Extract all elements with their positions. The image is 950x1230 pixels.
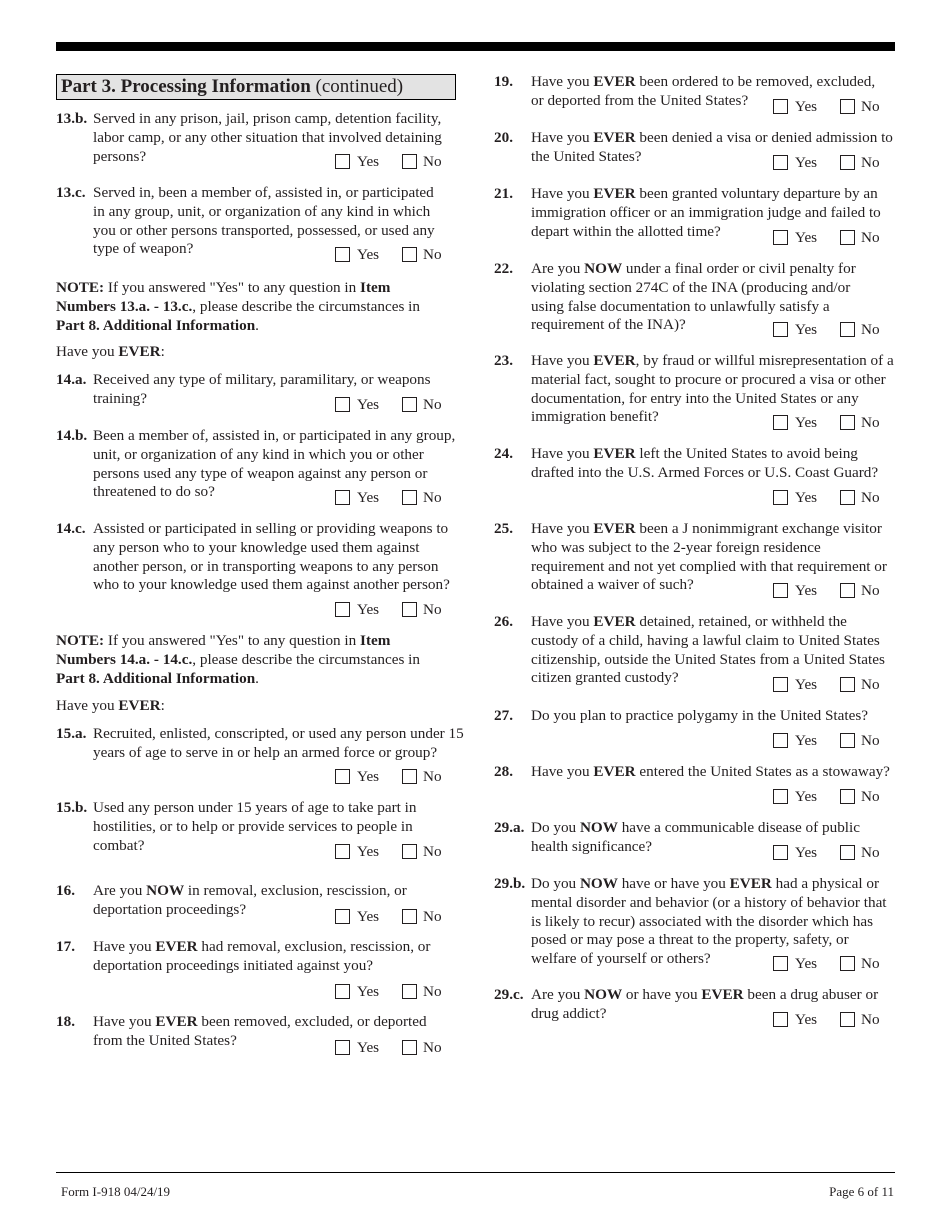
question-number: 14.a.: [56, 371, 87, 388]
text-pre: Are you: [531, 260, 585, 277]
no-label: No: [861, 98, 880, 115]
checkbox-29a-no[interactable]: [840, 845, 855, 860]
question-text: Served in any prison, jail, prison camp, detention facility, labor camp, or any other situation that involved detaining persons?: [93, 110, 442, 165]
no-label: No: [423, 489, 442, 506]
no-label: No: [423, 1039, 442, 1056]
checkbox-17-yes[interactable]: [335, 984, 350, 999]
question-text: Do you plan to practice polygamy in the United States?: [531, 707, 868, 724]
checkbox-29c-no[interactable]: [840, 1012, 855, 1027]
checkbox-19-yes[interactable]: [773, 99, 788, 114]
question-text: Assisted or participated in selling or providing weapons to any person who to your knowledge used them against another person, or in transporting weapons to any person who to your knowledge used them against another person?: [93, 520, 450, 594]
note-end: .: [255, 316, 259, 334]
top-rule: [56, 42, 895, 50]
no-label: No: [861, 788, 880, 805]
question-number: 13.c.: [56, 184, 86, 201]
text-pre: Are you: [93, 882, 147, 899]
question-text: [93, 938, 443, 976]
ever-end: :: [160, 343, 165, 360]
checkbox-28-no[interactable]: [840, 789, 855, 804]
text-pre: Have you: [531, 129, 594, 146]
question-number: 15.a.: [56, 725, 87, 742]
checkbox-14c-no[interactable]: [402, 602, 417, 617]
text-bold: EVER: [593, 445, 636, 462]
text-post: detained, retained, or withheld the custody of a child, having a lawful claim to United States citizenship, outside the United States from a United States citizen granted custody?: [531, 613, 885, 687]
ever-text: Have you: [56, 697, 119, 714]
note-text: If you answered "Yes" to any question in: [104, 632, 361, 649]
checkbox-15a-yes[interactable]: [335, 769, 350, 784]
no-label: No: [861, 676, 880, 693]
yes-label: Yes: [795, 489, 818, 506]
checkbox-20-no[interactable]: [840, 155, 855, 170]
text-bold: NOW: [146, 882, 185, 899]
yes-label: Yes: [795, 229, 818, 246]
yes-label: Yes: [795, 676, 818, 693]
text-post: under a final order or civil penalty for violating section 274C of the INA (producing and/or using false documentation to unlawfully satisfy a requirement of the INA)?: [531, 260, 856, 334]
yes-label: Yes: [795, 732, 818, 749]
no-label: No: [423, 768, 442, 785]
no-label: No: [423, 983, 442, 1000]
yes-label: Yes: [795, 414, 818, 431]
text-post: left the United States to avoid being drafted into the U.S. Armed Forces or U.S. Coast Guard?: [531, 445, 879, 481]
text-pre: Have you: [93, 938, 156, 955]
text-post: in removal, exclusion, rescission, or deportation proceedings?: [93, 882, 407, 918]
text-bold: NOW: [584, 260, 623, 277]
checkbox-14b-yes[interactable]: [335, 490, 350, 505]
no-label: No: [423, 153, 442, 170]
text-pre: Have you: [93, 1013, 156, 1030]
text-post: been ordered to be removed, excluded, or deported from the United States?: [531, 73, 876, 109]
text-pre: Have you: [531, 352, 594, 369]
text-mid: or have you: [622, 986, 702, 1003]
question-text: [531, 875, 893, 969]
yes-label: Yes: [357, 489, 380, 506]
yes-label: Yes: [357, 1039, 380, 1056]
question-number: 29.b.: [494, 875, 526, 892]
checkbox-29c-yes[interactable]: [773, 1012, 788, 1027]
no-label: No: [423, 601, 442, 618]
text-post: entered the United States as a stowaway?: [635, 763, 890, 780]
text-pre: Have you: [531, 613, 594, 630]
checkbox-14c-yes[interactable]: [335, 602, 350, 617]
note-14: [56, 632, 436, 688]
checkbox-24-yes[interactable]: [773, 490, 788, 505]
text-bold: EVER: [729, 875, 772, 892]
checkbox-15a-no[interactable]: [402, 769, 417, 784]
no-label: No: [861, 955, 880, 972]
text-post: been removed, excluded, or deported from the United States?: [93, 1013, 427, 1049]
question-number: 13.b.: [56, 110, 88, 127]
checkbox-23-yes[interactable]: [773, 415, 788, 430]
question-text: [531, 445, 896, 483]
part-title: Part 3. Processing Information: [61, 76, 311, 97]
checkbox-23-no[interactable]: [840, 415, 855, 430]
yes-label: Yes: [795, 582, 818, 599]
yes-label: Yes: [357, 601, 380, 618]
checkbox-18-yes[interactable]: [335, 1040, 350, 1055]
text-bold: EVER: [155, 1013, 198, 1030]
ever-bold: EVER: [118, 697, 161, 714]
question-text: [531, 520, 891, 595]
checkbox-25-yes[interactable]: [773, 583, 788, 598]
no-label: No: [861, 582, 880, 599]
question-text: Been a member of, assisted in, or participated in any group, unit, or organization of any kind in which you or other persons used any type of weapon against any person or threatened to do so?: [93, 427, 456, 501]
checkbox-13c-yes[interactable]: [335, 247, 350, 262]
question-number: 26.: [494, 613, 513, 630]
note-label: NOTE:: [56, 279, 105, 296]
checkbox-13c-no[interactable]: [402, 247, 417, 262]
text-mid: have or have you: [617, 875, 730, 892]
yes-label: Yes: [357, 246, 380, 263]
question-number: 15.b.: [56, 799, 88, 816]
question-text: Received any type of military, paramilitary, or weapons training?: [93, 371, 431, 407]
text-bold: EVER: [593, 129, 636, 146]
yes-label: Yes: [795, 1011, 818, 1028]
yes-label: Yes: [795, 788, 818, 805]
text-post: have a communicable disease of public health significance?: [531, 819, 860, 855]
ever-end: :: [160, 697, 165, 714]
checkbox-27-yes[interactable]: [773, 733, 788, 748]
text-bold: EVER: [155, 938, 198, 955]
no-label: No: [861, 229, 880, 246]
question-text: [531, 986, 893, 1024]
no-label: No: [861, 321, 880, 338]
question-text: Served in, been a member of, assisted in, or participated in any group, unit, or organization of any kind in which you or other persons transported, possessed, or used any type of weapon?: [93, 184, 435, 258]
note-13: [56, 279, 436, 335]
checkbox-14a-yes[interactable]: [335, 397, 350, 412]
text-post: been a J nonimmigrant exchange visitor who was subject to the 2-year foreign residence requirement and not yet complied with that requirement or obtained a waiver of such?: [531, 520, 887, 594]
question-number: 16.: [56, 882, 75, 899]
question-number: 14.c.: [56, 520, 86, 537]
text-bold: EVER: [593, 352, 636, 369]
question-number: 22.: [494, 260, 513, 277]
form-id: Form I-918 04/24/19: [61, 1184, 171, 1199]
text-bold: EVER: [593, 185, 636, 202]
question-number: 29.a.: [494, 819, 525, 836]
have-you-ever-2: [56, 697, 461, 716]
checkbox-18-no[interactable]: [402, 1040, 417, 1055]
checkbox-16-no[interactable]: [402, 909, 417, 924]
yes-label: Yes: [357, 768, 380, 785]
checkbox-26-yes[interactable]: [773, 677, 788, 692]
text-bold: EVER: [593, 520, 636, 537]
question-text: [93, 882, 438, 920]
checkbox-13b-yes[interactable]: [335, 154, 350, 169]
ever-text: Have you: [56, 343, 119, 360]
yes-label: Yes: [357, 908, 380, 925]
note-text: , please describe the circumstances in: [192, 297, 420, 315]
question-text: [531, 260, 876, 335]
no-label: No: [423, 396, 442, 413]
no-label: No: [861, 489, 880, 506]
have-you-ever-1: [56, 343, 461, 362]
note-end: .: [255, 669, 259, 687]
part-suffix: (continued): [310, 76, 404, 97]
no-label: No: [861, 844, 880, 861]
yes-label: Yes: [795, 955, 818, 972]
text-pre: Have you: [531, 520, 594, 537]
no-label: No: [423, 908, 442, 925]
text-bold: NOW: [579, 819, 618, 836]
note-items: Item Numbers 13.a. - 13.c.: [56, 279, 391, 315]
question-number: 20.: [494, 129, 513, 146]
checkbox-27-no[interactable]: [840, 733, 855, 748]
text-bold: NOW: [584, 986, 623, 1003]
question-text: [531, 73, 891, 111]
top-rule-thin: [56, 50, 895, 51]
checkbox-29a-yes[interactable]: [773, 845, 788, 860]
checkbox-20-yes[interactable]: [773, 155, 788, 170]
question-number: 18.: [56, 1013, 75, 1030]
question-text: Used any person under 15 years of age to take part in hostilities, or to help or provide services to people in combat?: [93, 799, 417, 854]
checkbox-22-yes[interactable]: [773, 322, 788, 337]
checkbox-15b-yes[interactable]: [335, 844, 350, 859]
yes-label: Yes: [357, 153, 380, 170]
checkbox-14b-no[interactable]: [402, 490, 417, 505]
question-text: [93, 1013, 443, 1051]
text-pre: Do you: [531, 819, 580, 836]
question-text: [531, 819, 876, 857]
text-post: been denied a visa or denied admission to the United States?: [531, 129, 893, 165]
question-text: Recruited, enlisted, conscripted, or used any person under 15 years of age to serve in or help an armed force or group?: [93, 725, 464, 761]
yes-label: Yes: [357, 843, 380, 860]
checkbox-29b-yes[interactable]: [773, 956, 788, 971]
checkbox-24-no[interactable]: [840, 490, 855, 505]
no-label: No: [861, 1011, 880, 1028]
note-part-ref: Part 8. Additional Information: [56, 316, 256, 334]
checkbox-29b-no[interactable]: [840, 956, 855, 971]
question-text: [531, 763, 899, 782]
question-number: 17.: [56, 938, 75, 955]
text-post: had a physical or mental disorder and behavior (or a history of behavior that is likely to recur) associated with the disorder which has posed or may pose a threat to the property, safety, or welfare of yourself or others?: [531, 875, 887, 968]
no-label: No: [861, 154, 880, 171]
checkbox-13b-no[interactable]: [402, 154, 417, 169]
text-pre: Have you: [531, 185, 594, 202]
question-number: 19.: [494, 73, 513, 90]
note-items: Item Numbers 14.a. - 14.c.: [56, 632, 391, 668]
yes-label: Yes: [795, 98, 818, 115]
text-bold: EVER: [701, 986, 744, 1003]
question-number: 27.: [494, 707, 513, 724]
note-part-ref: Part 8. Additional Information: [56, 669, 256, 687]
yes-label: Yes: [795, 154, 818, 171]
question-text: [531, 129, 893, 167]
checkbox-21-no[interactable]: [840, 230, 855, 245]
question-number: 14.b.: [56, 427, 88, 444]
text-bold: EVER: [593, 73, 636, 90]
part-header: [56, 74, 456, 100]
note-label: NOTE:: [56, 632, 105, 649]
note-text: , please describe the circumstances in: [192, 650, 420, 668]
page-number: Page 6 of 11: [829, 1184, 894, 1199]
checkbox-19-no[interactable]: [840, 99, 855, 114]
checkbox-14a-no[interactable]: [402, 397, 417, 412]
question-number: 23.: [494, 352, 513, 369]
yes-label: Yes: [357, 396, 380, 413]
checkbox-15b-no[interactable]: [402, 844, 417, 859]
text-bold: EVER: [593, 613, 636, 630]
text-bold: EVER: [593, 763, 636, 780]
no-label: No: [861, 732, 880, 749]
note-text: If you answered "Yes" to any question in: [104, 279, 361, 296]
checkbox-16-yes[interactable]: [335, 909, 350, 924]
text-pre: Have you: [531, 763, 594, 780]
question-number: 21.: [494, 185, 513, 202]
no-label: No: [423, 843, 442, 860]
text-post: been a drug abuser or drug addict?: [531, 986, 879, 1022]
text-pre: Have you: [531, 445, 594, 462]
text-post: had removal, exclusion, rescission, or deportation proceedings initiated against you?: [93, 938, 431, 974]
footer-rule: [56, 1172, 895, 1173]
text-pre: Do you: [531, 875, 580, 892]
checkbox-26-no[interactable]: [840, 677, 855, 692]
question-number: 25.: [494, 520, 513, 537]
yes-label: Yes: [357, 983, 380, 1000]
checkbox-21-yes[interactable]: [773, 230, 788, 245]
question-number: 29.c.: [494, 986, 524, 1003]
question-number: 28.: [494, 763, 513, 780]
text-post: , by fraud or willful misrepresentation of a material fact, sought to procure or procured a visa or other documentation, for entry into the United States or any immigration benefit?: [531, 352, 894, 426]
checkbox-25-no[interactable]: [840, 583, 855, 598]
checkbox-17-no[interactable]: [402, 984, 417, 999]
checkbox-28-yes[interactable]: [773, 789, 788, 804]
yes-label: Yes: [795, 844, 818, 861]
question-number: 24.: [494, 445, 513, 462]
text-pre: Are you: [531, 986, 585, 1003]
yes-label: Yes: [795, 321, 818, 338]
no-label: No: [423, 246, 442, 263]
text-bold: NOW: [579, 875, 618, 892]
no-label: No: [861, 414, 880, 431]
ever-bold: EVER: [118, 343, 161, 360]
text-post: been granted voluntary departure by an immigration officer or an immigration judge and failed to depart within the allotted time?: [531, 185, 881, 240]
checkbox-22-no[interactable]: [840, 322, 855, 337]
text-pre: Have you: [531, 73, 594, 90]
